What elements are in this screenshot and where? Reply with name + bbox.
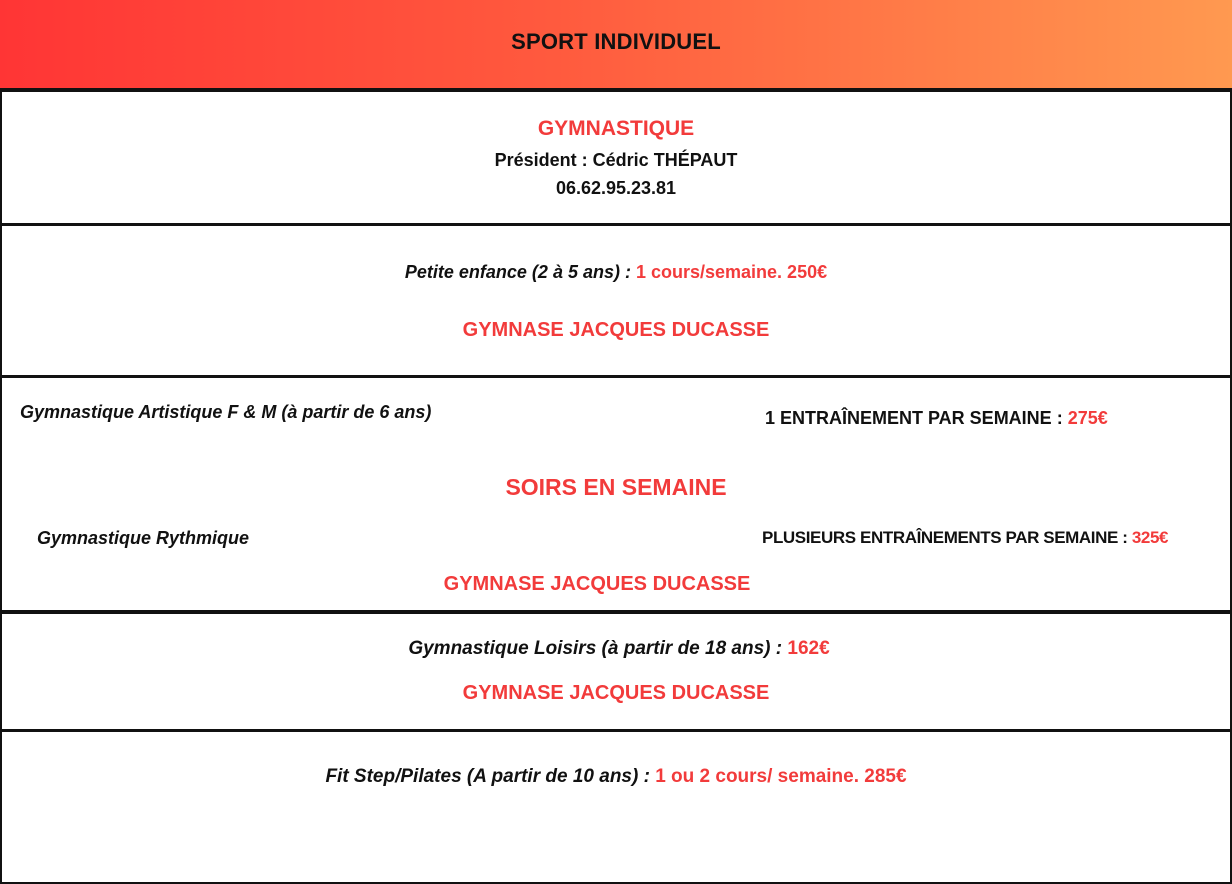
artistique-venue: GYMNASE JACQUES DUCASSE — [443, 573, 751, 595]
offer-two-line — [762, 528, 1168, 548]
artistique-label: Gymnastique Artistique F & M (à partir de 6 ans) — [20, 402, 432, 422]
loisirs-line — [2, 638, 1232, 660]
fitstep-label: Fit Step/Pilates (A partir de 10 ans) : — [325, 766, 656, 787]
petite-enfance-price: 1 cours/semaine. 250€ — [635, 262, 828, 282]
offer-one-price: 275€ — [1067, 408, 1108, 428]
fitstep-price: 1 ou 2 cours/ semaine. 285€ — [655, 766, 907, 787]
loisirs-label: Gymnastique Loisirs (à partir de 18 ans) : — [408, 638, 788, 659]
petite-enfance-venue: GYMNASE JACQUES DUCASSE — [462, 319, 770, 341]
section-header — [0, 0, 1232, 92]
loisirs-price: 162€ — [787, 638, 830, 659]
club-info-block — [0, 92, 1232, 226]
offer-two-price: 325€ — [1131, 528, 1169, 547]
offer-one-label: 1 ENTRAÎNEMENT PAR SEMAINE : — [765, 408, 1068, 428]
petite-enfance-label: Petite enfance (2 à 5 ans) : — [404, 262, 636, 282]
offer-two-label: PLUSIEURS ENTRAÎNEMENTS PAR SEMAINE : — [762, 528, 1132, 547]
president-line — [2, 150, 1230, 171]
offer-one-line — [765, 408, 1108, 429]
phone-number: 06.62.95.23.81 — [555, 178, 677, 198]
club-name: GYMNASTIQUE — [537, 117, 695, 140]
loisirs-venue: GYMNASE JACQUES DUCASSE — [462, 682, 770, 704]
president-name: Cédric THÉPAUT — [592, 150, 738, 170]
petite-enfance-block — [0, 226, 1232, 378]
fitstep-block — [0, 732, 1232, 884]
loisirs-block — [0, 614, 1232, 732]
schedule-label: SOIRS EN SEMAINE — [505, 474, 727, 500]
rythmique-label: Gymnastique Rythmique — [37, 528, 250, 548]
artistique-block — [0, 378, 1232, 614]
section-title: SPORT INDIVIDUEL — [511, 29, 721, 54]
petite-enfance-line — [2, 262, 1230, 283]
president-label: Président : — [494, 150, 593, 170]
fitstep-line — [2, 766, 1230, 788]
